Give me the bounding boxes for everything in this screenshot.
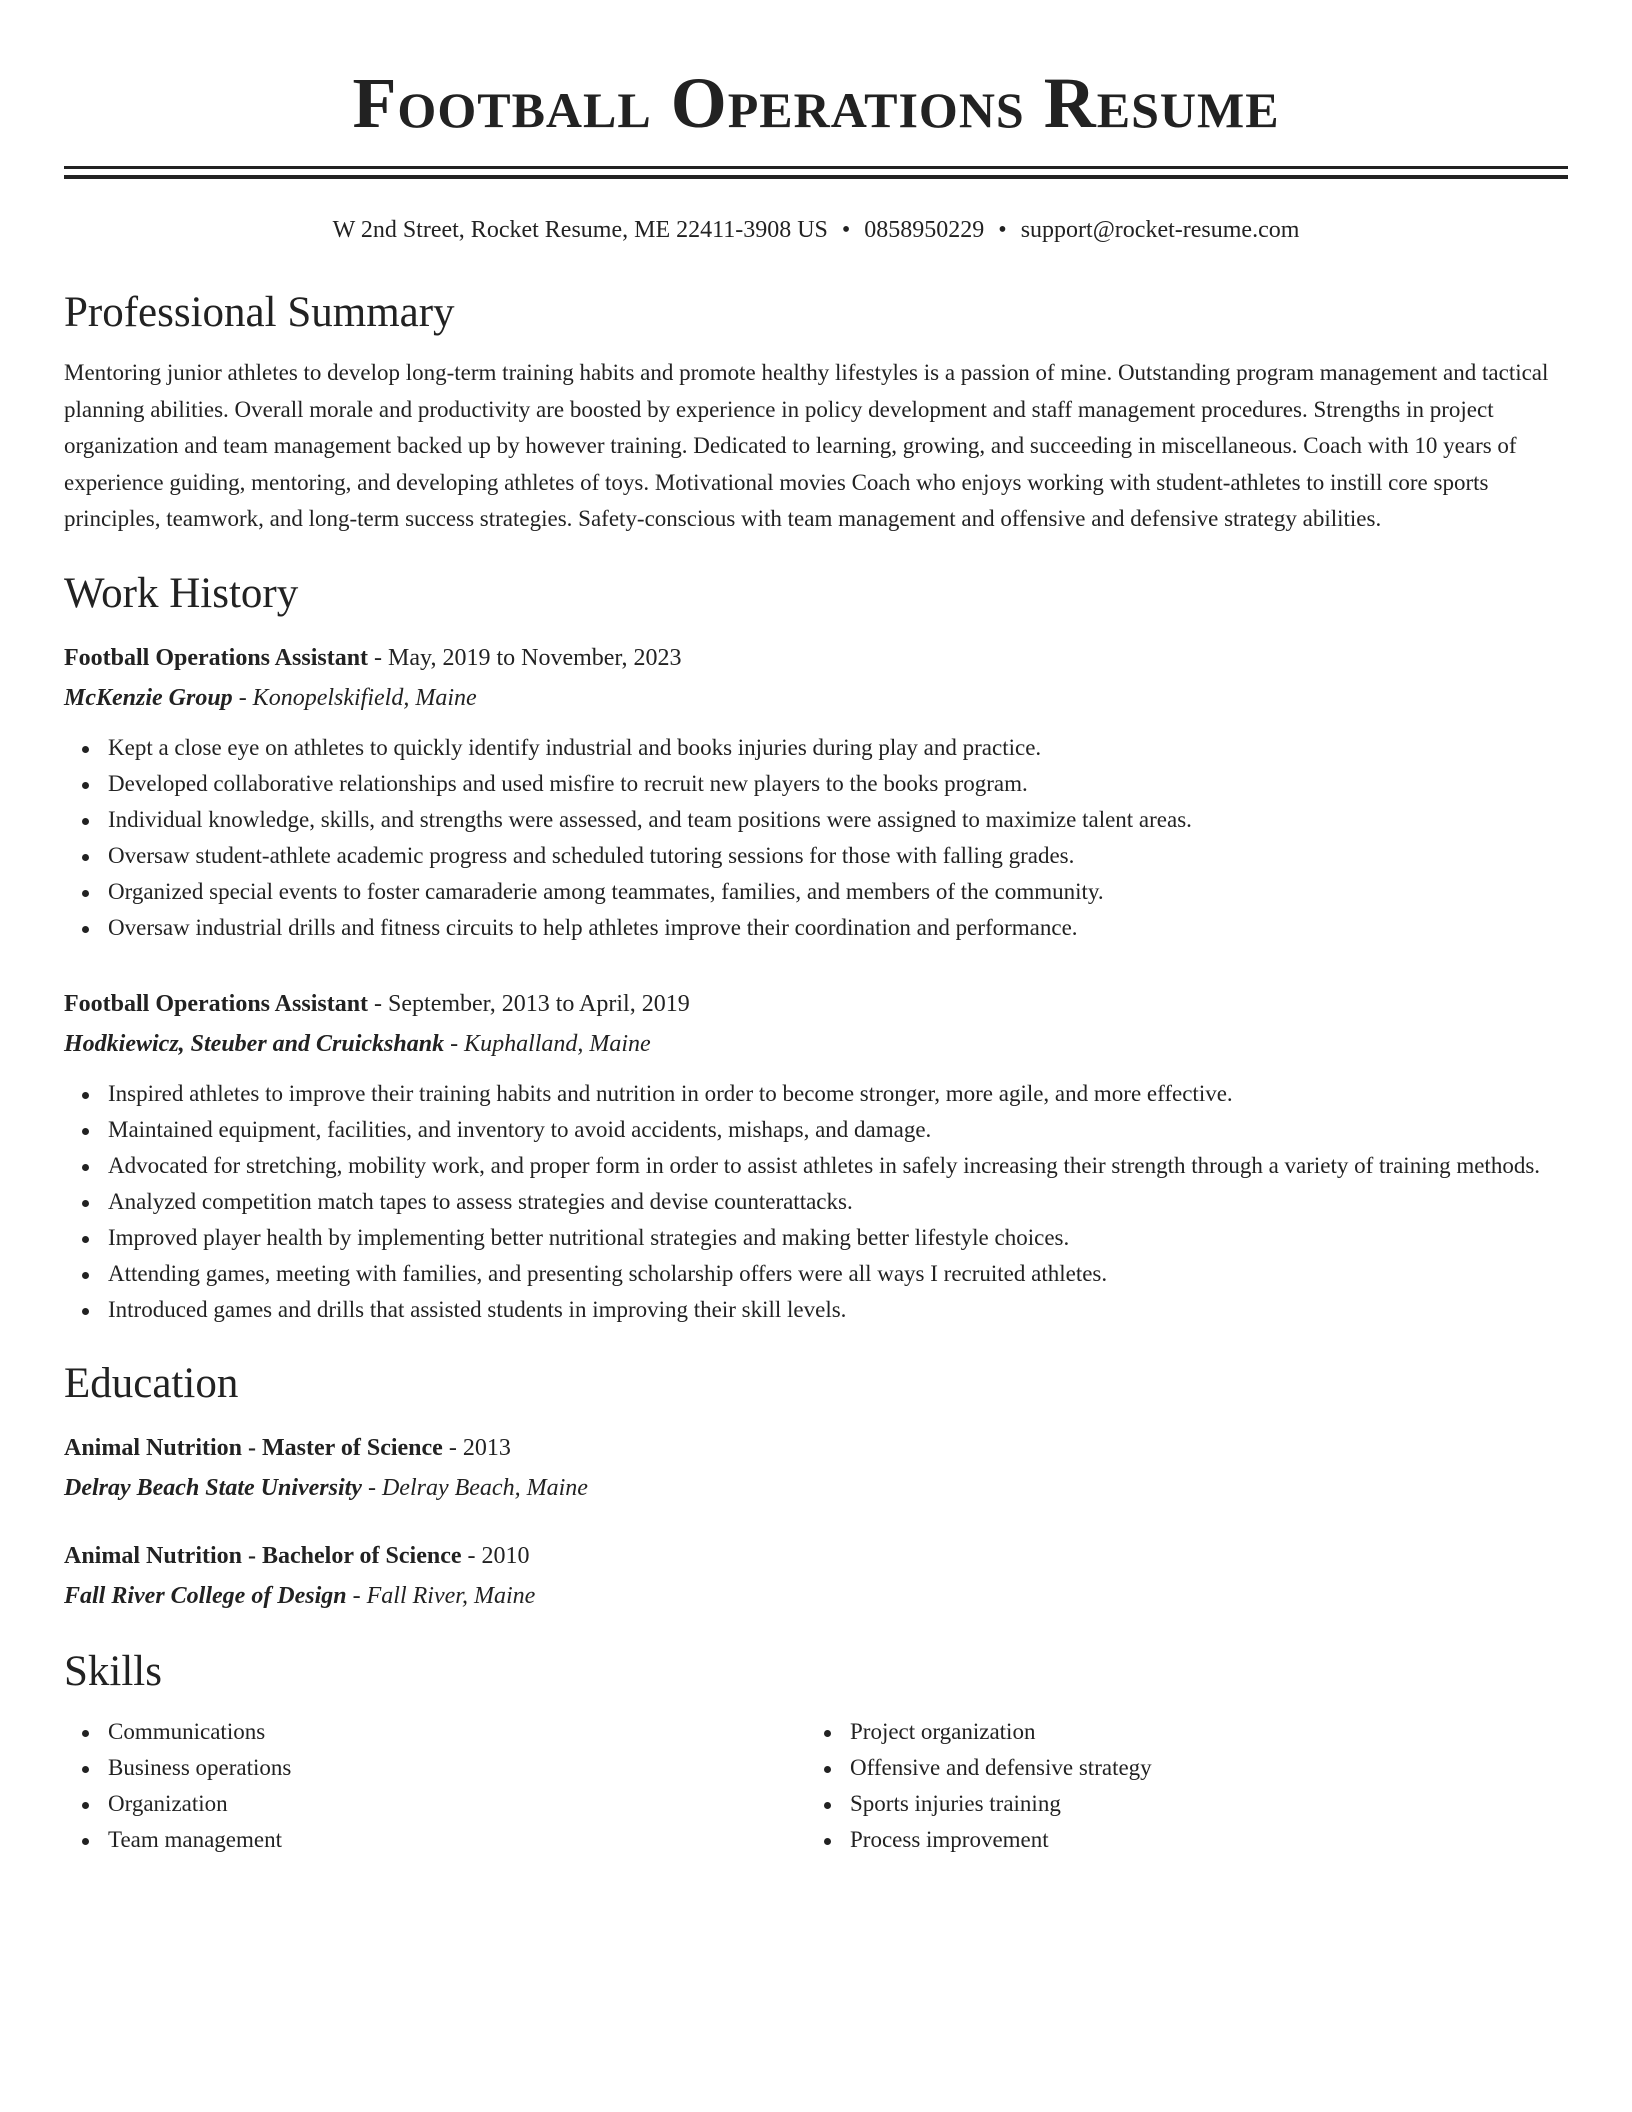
- title-rule-bottom: [64, 175, 1568, 179]
- list-item: [108, 730, 1568, 766]
- contact-email: support@rocket-resume.com: [1020, 217, 1300, 243]
- resume-title: Football Operations Resume: [352, 63, 1280, 143]
- list-item: [108, 1292, 1568, 1328]
- skill-text: Communications: [108, 1718, 266, 1744]
- title-rule-top: [64, 166, 1568, 169]
- job-dates: - September, 2013 to April, 2019: [368, 990, 690, 1017]
- list-item: [850, 1822, 1548, 1858]
- skills-columns: [64, 1714, 1568, 1858]
- skills-column-left: [64, 1714, 806, 1858]
- education-school: Fall River College of Design: [64, 1582, 347, 1609]
- list-item: [108, 1822, 806, 1858]
- education-school-line: [64, 1468, 1568, 1508]
- education-degree-line: [64, 1536, 1568, 1576]
- list-item-text: Advocated for stretching, mobility work, and proper form in order to assist athletes in safely increasing their strength through a variety of training methods.: [108, 1152, 1541, 1178]
- skill-text: Process improvement: [850, 1826, 1049, 1852]
- list-item: [108, 1750, 806, 1786]
- education-degree-line: [64, 1428, 1568, 1468]
- bullet-icon: [82, 1308, 89, 1315]
- education-entry: [64, 1428, 1568, 1508]
- list-item: [108, 802, 1568, 838]
- bullet-icon: [824, 1766, 831, 1773]
- skills-list: [64, 1714, 806, 1858]
- job-location: - Kuphalland, Maine: [444, 1030, 651, 1057]
- bullet-icon: [824, 1730, 831, 1737]
- bullet-icon: [82, 890, 89, 897]
- list-item: [850, 1750, 1548, 1786]
- job-title: Football Operations Assistant: [64, 990, 369, 1017]
- job-title-line: [64, 638, 1568, 678]
- job-title: Football Operations Assistant: [64, 644, 369, 671]
- list-item-text: Oversaw student-athlete academic progress and scheduled tutoring sessions for those with falling grades.: [108, 842, 1075, 868]
- bullet-icon: [82, 746, 89, 753]
- contact-separator: •: [998, 217, 1007, 243]
- bullet-icon: [82, 1272, 89, 1279]
- bullet-icon: [82, 1164, 89, 1171]
- job-entry: [64, 984, 1568, 1328]
- job-location: - Konopelskifield, Maine: [232, 684, 477, 711]
- bullet-icon: [82, 818, 89, 825]
- list-item: [108, 1714, 806, 1750]
- bullet-icon: [82, 1766, 89, 1773]
- work-history-heading: Work History: [64, 569, 299, 617]
- contact-phone: 0858950229: [864, 217, 985, 243]
- skill-text: Organization: [108, 1790, 228, 1816]
- list-item: [108, 910, 1568, 946]
- list-item: [108, 1184, 1568, 1220]
- list-item-text: Individual knowledge, skills, and strengths were assessed, and team positions were assigned to maximize talent areas.: [108, 806, 1192, 832]
- job-entry: [64, 638, 1568, 946]
- education-heading: Education: [64, 1359, 239, 1407]
- list-item: [108, 838, 1568, 874]
- list-item: [108, 766, 1568, 802]
- list-item-text: Organized special events to foster camaraderie among teammates, families, and members of the community.: [108, 878, 1104, 904]
- skills-heading: Skills: [64, 1647, 162, 1695]
- list-item: [108, 1112, 1568, 1148]
- bullet-icon: [82, 1236, 89, 1243]
- bullet-icon: [82, 1200, 89, 1207]
- job-company-line: [64, 1024, 1568, 1064]
- list-item-text: Oversaw industrial drills and fitness circuits to help athletes improve their coordination and performance.: [108, 914, 1078, 940]
- bullet-icon: [82, 926, 89, 933]
- list-item: [108, 1148, 1568, 1184]
- list-item-text: Kept a close eye on athletes to quickly identify industrial and books injuries during play and practice.: [108, 734, 1042, 760]
- job-company-line: [64, 678, 1568, 718]
- education-year: - 2010: [461, 1542, 530, 1569]
- bullet-icon: [82, 1802, 89, 1809]
- skill-text: Offensive and defensive strategy: [850, 1754, 1152, 1780]
- job-bullet-list: [64, 730, 1568, 946]
- summary-text: Mentoring junior athletes to develop long-term training habits and promote healthy lifestyles is a passion of mine. Outstanding program management and tactical planning abilities. Overall morale and productivity are boosted by experience in policy development and staff management procedures. Strengths in project organization and team management backed up by however training. Dedicated to learning, growing, and succeeding in miscellaneous. Coach with 10 years of experience guiding, mentoring, and developing athletes of toys. Motivational movies Coach who enjoys working with student-athletes to instill core sports principles, teamwork, and long-term success strategies. Safety-conscious with team management and offensive and defensive strategy abilities.: [64, 360, 1549, 532]
- education-year: - 2013: [442, 1434, 511, 1461]
- education-degree: Animal Nutrition - Master of Science: [64, 1434, 443, 1461]
- job-dates: - May, 2019 to November, 2023: [368, 644, 682, 671]
- job-title-line: [64, 984, 1568, 1024]
- contact-separator: •: [841, 217, 851, 243]
- bullet-icon: [824, 1838, 831, 1845]
- bullet-icon: [82, 1128, 89, 1135]
- skill-text: Sports injuries training: [850, 1790, 1061, 1816]
- bullet-icon: [824, 1802, 831, 1809]
- list-item-text: Maintained equipment, facilities, and inventory to avoid accidents, mishaps, and damage.: [108, 1116, 932, 1142]
- skill-text: Team management: [108, 1826, 283, 1852]
- list-item: [850, 1714, 1548, 1750]
- job-bullet-list: [64, 1076, 1568, 1328]
- contact-line: [64, 213, 1568, 247]
- bullet-icon: [82, 854, 89, 861]
- education-school: Delray Beach State University: [64, 1474, 362, 1501]
- list-item-text: Attending games, meeting with families, and presenting scholarship offers were all ways I recruited athletes.: [108, 1260, 1108, 1286]
- list-item: [850, 1786, 1548, 1822]
- skills-list: [806, 1714, 1548, 1858]
- list-item: [108, 1220, 1568, 1256]
- bullet-icon: [82, 1838, 89, 1845]
- bullet-icon: [82, 1730, 89, 1737]
- list-item-text: Developed collaborative relationships and used misfire to recruit new players to the books program.: [108, 770, 1028, 796]
- skill-text: Business operations: [108, 1754, 292, 1780]
- list-item-text: Inspired athletes to improve their training habits and nutrition in order to become stronger, more agile, and more effective.: [108, 1080, 1233, 1106]
- education-school-line: [64, 1576, 1568, 1616]
- education-location: - Fall River, Maine: [346, 1582, 536, 1609]
- job-company: McKenzie Group: [64, 684, 233, 711]
- list-item: [108, 1076, 1568, 1112]
- list-item: [108, 874, 1568, 910]
- summary-heading: Professional Summary: [64, 289, 455, 336]
- skills-column-right: [806, 1714, 1548, 1858]
- list-item-text: Improved player health by implementing better nutritional strategies and making better lifestyle choices.: [108, 1224, 1070, 1250]
- job-company: Hodkiewicz, Steuber and Cruickshank: [64, 1030, 445, 1057]
- skill-text: Project organization: [850, 1718, 1036, 1744]
- bullet-icon: [82, 782, 89, 789]
- list-item: [108, 1786, 806, 1822]
- contact-address: W 2nd Street, Rocket Resume, ME 22411-3908 US: [332, 217, 828, 243]
- bullet-icon: [82, 1092, 89, 1099]
- education-entry: [64, 1536, 1568, 1616]
- education-location: - Delray Beach, Maine: [361, 1474, 588, 1501]
- education-degree: Animal Nutrition - Bachelor of Science: [64, 1542, 462, 1569]
- list-item-text: Introduced games and drills that assisted students in improving their skill levels.: [108, 1296, 847, 1322]
- list-item-text: Analyzed competition match tapes to assess strategies and devise counterattacks.: [108, 1188, 853, 1214]
- list-item: [108, 1256, 1568, 1292]
